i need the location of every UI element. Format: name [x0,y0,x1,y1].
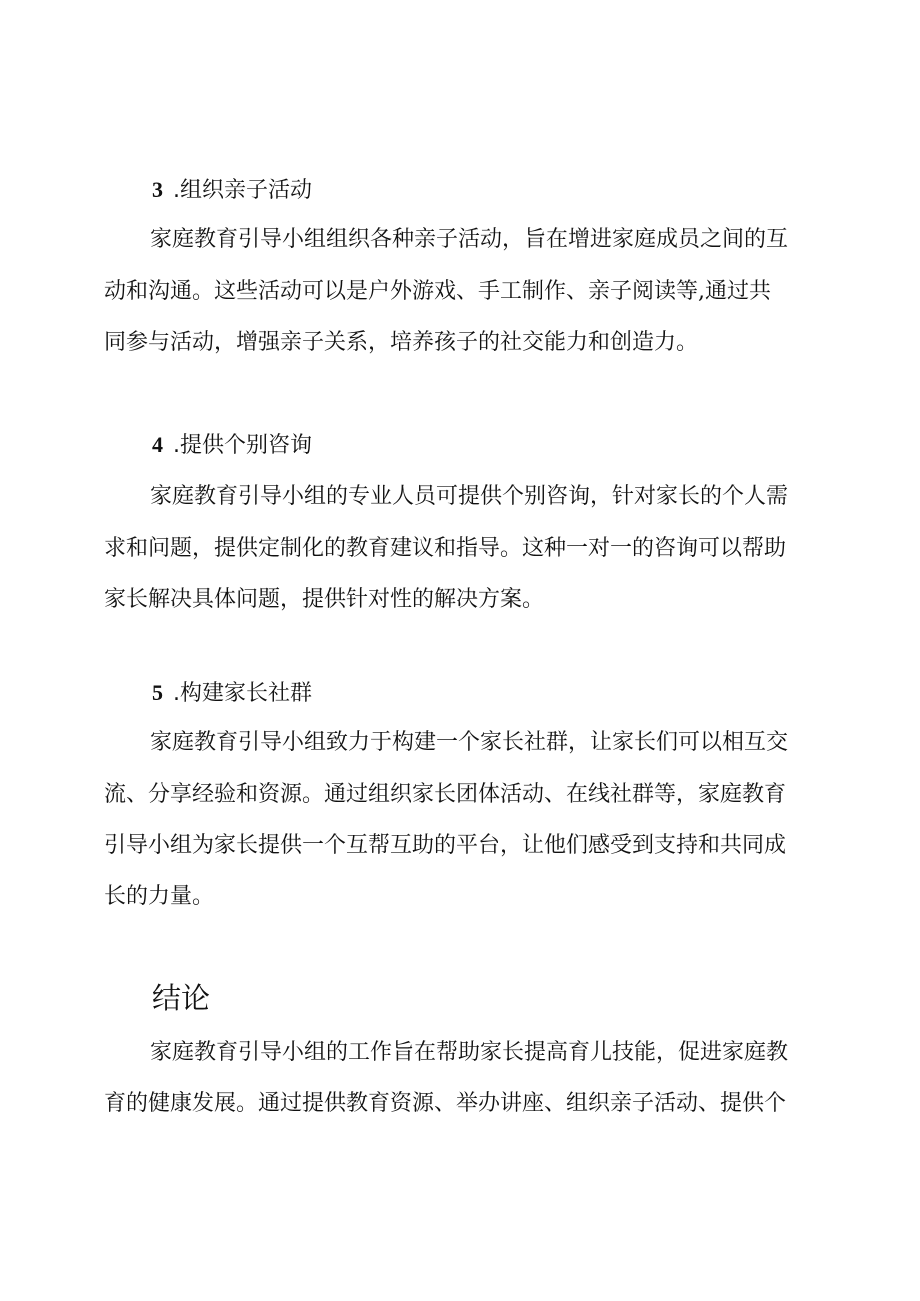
paragraph-line: 家庭教育引导小组致力于构建一个家长社群，让家长们可以相互交 [150,730,789,755]
conclusion-title: 结论 [152,981,211,1015]
paragraph-line: 同参与活动，增强亲子关系，培养孩子的社交能力和创造力。 [104,330,699,355]
paragraph-line: 家庭教育引导小组组织各种亲子活动，旨在增进家庭成员之间的互 [150,227,789,252]
paragraph-line: 家长解决具体问题，提供针对性的解决方案。 [104,587,545,612]
paragraph-line: 引导小组为家长提供一个互帮互助的平台，让他们感受到支持和共同成 [104,833,787,858]
section-heading [152,175,312,206]
section-heading [152,430,312,461]
section-title: .构建家长社群 [173,681,312,706]
paragraph-line: 流、分享经验和资源。通过组织家长团体活动、在线社群等，家庭教育 [104,782,787,807]
section-title: .组织亲子活动 [173,178,312,203]
paragraph-line: 长的力量。 [104,884,215,909]
paragraph-line: 动和沟通。这些活动可以是户外游戏、手工制作、亲子阅读等,通过共 [104,279,771,304]
section-title: .提供个别咨询 [173,433,312,458]
paragraph-line: 家庭教育引导小组的工作旨在帮助家长提高育儿技能，促进家庭教 [150,1040,789,1065]
section-number: 3 [152,177,163,202]
paragraph-line: 家庭教育引导小组的专业人员可提供个别咨询，针对家长的个人需 [150,484,789,509]
section-number: 4 [152,432,163,457]
paragraph-line: 求和问题，提供定制化的教育建议和指导。这种一对一的咨询可以帮助 [104,536,787,561]
section-number: 5 [152,680,163,705]
paragraph-line: 育的健康发展。通过提供教育资源、举办讲座、组织亲子活动、提供个 [104,1091,787,1116]
section-heading [152,678,312,709]
